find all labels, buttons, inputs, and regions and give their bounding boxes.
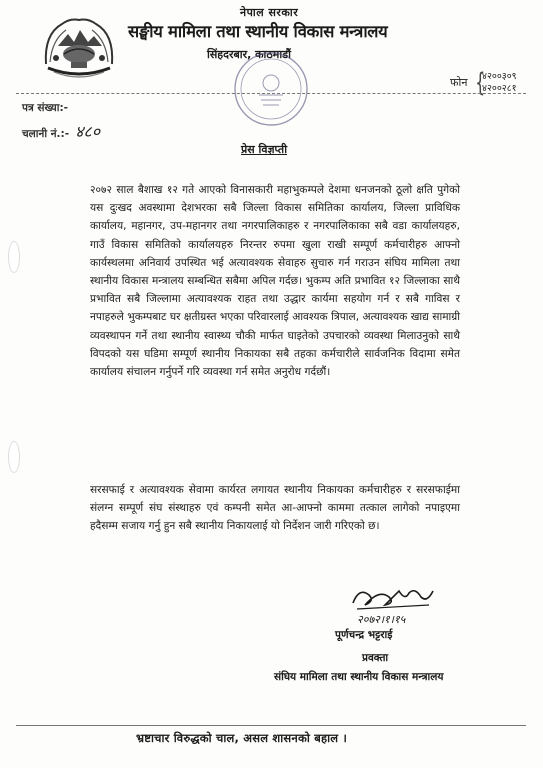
letter-number-line xyxy=(22,101,68,115)
phone-numbers xyxy=(482,71,517,95)
ministry-seal-icon xyxy=(232,50,310,128)
footer-divider xyxy=(16,725,526,726)
ministry-title: सङ्घीय मामिला तथा स्थानीय विकास मन्त्रालय xyxy=(128,22,388,41)
signatory-name: पूर्णचन्द्र भट्टराई xyxy=(335,629,393,641)
dispatch-number-line xyxy=(22,120,100,142)
signatory-office: संघिय मामिला तथा स्थानीय विकास मन्त्रालय xyxy=(274,671,444,683)
footer-slogan: भ्रष्टाचार विरुद्धको चाल, असल शासनको बहाल । xyxy=(136,731,348,745)
nepal-emblem-icon xyxy=(40,14,118,84)
phone-number: ४२००२८१ xyxy=(482,83,517,94)
dispatch-number-value: ४८० xyxy=(75,122,101,141)
brace-icon: { xyxy=(475,68,486,98)
phone-number: ४२००३०९ xyxy=(482,71,517,82)
government-title: नेपाल सरकार xyxy=(240,6,299,19)
signature-scribble xyxy=(349,583,439,633)
punch-hole xyxy=(8,241,20,273)
body-paragraph: २०७२ साल बैशाख १२ गते आएको विनासकारी महाभुकम्पले देशमा धनजनको ठूलो क्षति पुगेको यस दुःखद अवस्थामा देशभरका सबै जिल्ला विकास समितिका कार्यालय, जिल्ला प्राविधिक कार्यालय, महानगर, उप-महानगर तथा नगरपालिकाहरु र नगरपालिकाका सबै वडा कार्यालयहरु, गाउँ विकास समितिको कार्यालयहरु निरन्तर रुपमा खुला राखी सम्पूर्ण कर्मचारीहरु आफ्नो कार्यस्थलमा अनिवार्य उपस्थित भई अत्यावश्यक सेवाहरु सुचारु गर्न गराउन संघिय मामिला तथा स्थानीय विकास मन्त्रालय सम्बन्धित सबैमा अपिल गर्दछ। भुकम्प अति प्रभावित १२ जिल्लाका साथै प्रभावित सबै जिल्लामा अत्यावश्यक राहत तथा उद्धार कार्यमा सहयोग गर्न र सबै गाविस र नपाहरुले भुकम्पबाट घर क्षतीग्रस्त भएका परिवारलाई आवश्यक त्रिपाल, अत्यावश्यक खाद्य सामाग्री व्यवस्थापन गर्ने तथा स्थानीय स्वास्थ्य चौकी मार्फत घाइतेको उपचारको व्यवस्था मिलाउनुको साथै विपदको यस घडिमा सम्पूर्ण स्थानीय निकायका सबै तहका कर्मचारीले सार्वजनिक विदामा समेत कार्यालय संचालन गर्नुपर्ने गरि व्यवस्था गर्न समेत अनुरोध गर्दछौं। xyxy=(90,184,460,379)
header-divider xyxy=(16,93,526,94)
body-paragraph: सरसफाई र अत्यावश्यक सेवामा कार्यरत लगायत स्थानीय निकायका कर्मचारीहरु र सरसफाईमा संलग्न सम्पूर्ण संघ संस्थाहरु एवं कम्पनी समेत आ-आफ्नो काममा तत्काल लागेको नपाइएमा हदैसम्म सजाय गर्नु हुन सबै स्थानीय निकायलाई यो निर्देशन जारी गरिएको छ। xyxy=(90,484,460,533)
phone-label: फोन xyxy=(450,76,468,89)
press-release-title: प्रेस विज्ञप्ती xyxy=(241,143,288,156)
dispatch-number-label: चलानी नं.:- xyxy=(22,128,70,140)
signatory-role: प्रवक्ता xyxy=(362,652,389,664)
letter-number-label: पत्र संख्या:- xyxy=(22,102,69,114)
ministry-address: सिंहदरबार, काठमाडौं xyxy=(207,48,291,61)
punch-hole xyxy=(8,441,20,473)
signature-date: २०७२।१।१५ xyxy=(357,613,406,626)
